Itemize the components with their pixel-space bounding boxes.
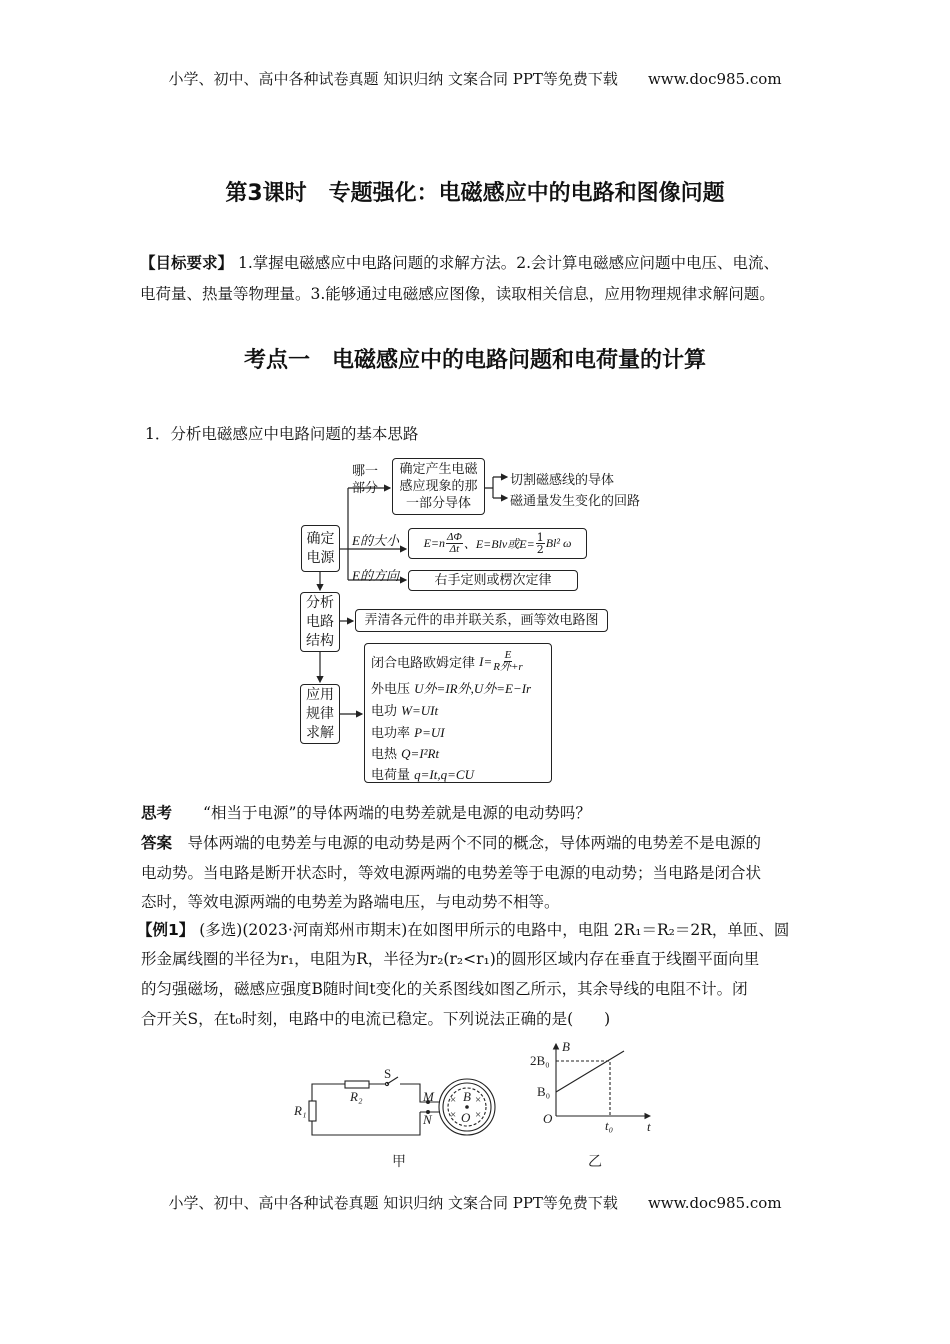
footer-site: www.doc985.com: [647, 1194, 782, 1212]
think-text: “相当于电源”的导体两端的电势差就是电源的电动势吗？: [203, 804, 591, 822]
emf-direction-label: E的方向: [352, 568, 399, 583]
label-s: S: [384, 1066, 392, 1081]
fraction-num: ΔΦ: [447, 531, 462, 543]
answer-line-3: 态时，等效电源两端的电势差为路端电压，与电动势不相等。: [141, 893, 560, 911]
formula-part: E=n: [423, 536, 445, 550]
resistor-r2: [345, 1081, 369, 1088]
cross-mark: ×: [450, 1094, 457, 1106]
which-out-flux: 磁通量发生变化的回路: [510, 494, 641, 509]
header-site: www.doc985.com: [647, 70, 782, 88]
box-structure-line: 结构: [306, 632, 334, 649]
box-apply-line: 求解: [306, 724, 334, 741]
box-structure-line: 电路: [306, 613, 334, 630]
caption-b: 乙: [588, 1155, 602, 1170]
label-r1: R₁: [294, 1103, 307, 1118]
origin-o: O: [543, 1111, 553, 1126]
axis-b: B: [562, 1039, 570, 1054]
tick-t0: t₀: [605, 1118, 614, 1133]
which-out-cutting: 切割磁感线的导体: [510, 473, 615, 488]
label-m: M: [423, 1089, 434, 1104]
goals-text: 1.掌握电磁感应中电路问题的求解方法。2.会计算电磁感应问题中电压、电流、: [237, 254, 780, 272]
axis-t: t: [647, 1119, 651, 1134]
goals-label: 【目标要求】: [140, 254, 234, 272]
label-n: N: [423, 1112, 432, 1127]
law-label: 电功率: [371, 726, 411, 741]
law-formula: Q=I²Rt: [401, 746, 440, 761]
law-formula: P=UI: [414, 725, 445, 740]
which-box-line: 一部分导体: [405, 496, 471, 511]
cross-mark: ×: [450, 1109, 457, 1121]
emf-direction-box: 右手定则或楞次定律: [408, 570, 578, 591]
page-title: 第3课时 专题强化：电磁感应中的电路和图像问题: [225, 181, 725, 206]
label-o: O: [461, 1110, 471, 1125]
law-formula: q=It,q=CU: [414, 767, 474, 782]
fraction-den: 2: [536, 543, 544, 556]
label-b: B: [463, 1089, 471, 1104]
cross-mark: ×: [475, 1094, 482, 1106]
fraction-den: R外+r: [493, 661, 523, 673]
box-structure-line: 分析: [306, 594, 334, 611]
law-formula: I=: [479, 653, 493, 669]
section-heading: 考点一 电磁感应中的电路问题和电荷量的计算: [243, 348, 706, 373]
example-line-4: 合开关S，在t₀时刻，电路中的电流已稳定。下列说法正确的是( ): [141, 1010, 611, 1028]
structure-box: 弄清各元件的串并联关系，画等效电路图: [355, 609, 608, 632]
label-r2: R₂: [350, 1089, 363, 1104]
law-label: 外电压: [371, 682, 411, 697]
tick-b0: B₀: [537, 1084, 551, 1099]
which-box-line: 确定产生电磁: [399, 462, 478, 477]
which-label-line: 哪一: [352, 464, 379, 479]
box-apply-line: 规律: [306, 705, 334, 722]
law-formula: W=UIt: [401, 703, 439, 718]
example-text: (多选)(2023·河南郑州市期末)在如图甲所示的电路中，电阻 2R₁＝R₂＝2R，单匝、圆: [199, 921, 790, 939]
goals-line-2: 电荷量、热量等物理量。3.能够通过电磁感应图像，读取相关信息，应用物理规律求解问题。: [140, 285, 775, 303]
page-footer: [0, 1192, 950, 1213]
formula-part: Bl² ω: [545, 536, 572, 550]
box-apply-line: 应用: [306, 686, 334, 703]
law-label: 电荷量: [371, 768, 411, 783]
think-label: 思考: [141, 804, 173, 822]
example-line-2: 形金属线圈的半径为r₁，电阻为R，半径为r₂(r₂<r₁)的圆形区域内存在垂直于线圈平面向里: [141, 950, 760, 968]
graph-line: [556, 1051, 624, 1092]
b-t-graph: [556, 1044, 650, 1116]
resistor-r1: [309, 1101, 316, 1121]
fraction-num: 1: [536, 531, 544, 544]
answer-text: 导体两端的电势差与电源的电动势是两个不同的概念，导体两端的电势差不是电源的: [187, 834, 762, 852]
fraction-num: E: [504, 649, 512, 661]
which-label-line: 部分: [352, 481, 379, 496]
law-label: 闭合电路欧姆定律: [371, 656, 476, 671]
box-source-line: 确定: [306, 530, 335, 547]
cross-mark: ×: [475, 1109, 482, 1121]
law-formula: U外=IR外,U外=E−Ir: [414, 681, 532, 696]
tick-2b0: 2B₀: [530, 1053, 550, 1068]
point-1: 1．分析电磁感应中电路问题的基本思路: [145, 425, 419, 443]
emf-magnitude-label: E的大小: [352, 533, 399, 548]
example-label: 【例1】: [137, 921, 195, 939]
header-text: 小学、初中、高中各种试卷真题 知识归纳 文案合同 PPT等免费下载: [168, 70, 618, 88]
formula-part: 、E=Blv或E=: [463, 537, 535, 551]
answer-label: 答案: [141, 834, 173, 852]
fraction-den: Δt: [449, 543, 460, 555]
law-label: 电热: [371, 747, 398, 762]
box-source-line: 电源: [306, 549, 335, 566]
footer-text: 小学、初中、高中各种试卷真题 知识归纳 文案合同 PPT等免费下载: [168, 1194, 618, 1212]
example-line-3: 的匀强磁场，磁感应强度B随时间t变化的关系图线如图乙所示，其余导线的电阻不计。闭: [141, 980, 748, 998]
answer-line-2: 电动势。当电路是断开状态时，等效电源两端的电势差等于电源的电动势；当电路是闭合状: [141, 864, 762, 882]
law-label: 电功: [371, 704, 398, 719]
caption-a: 甲: [392, 1155, 406, 1170]
which-box-line: 感应现象的那: [399, 479, 478, 494]
